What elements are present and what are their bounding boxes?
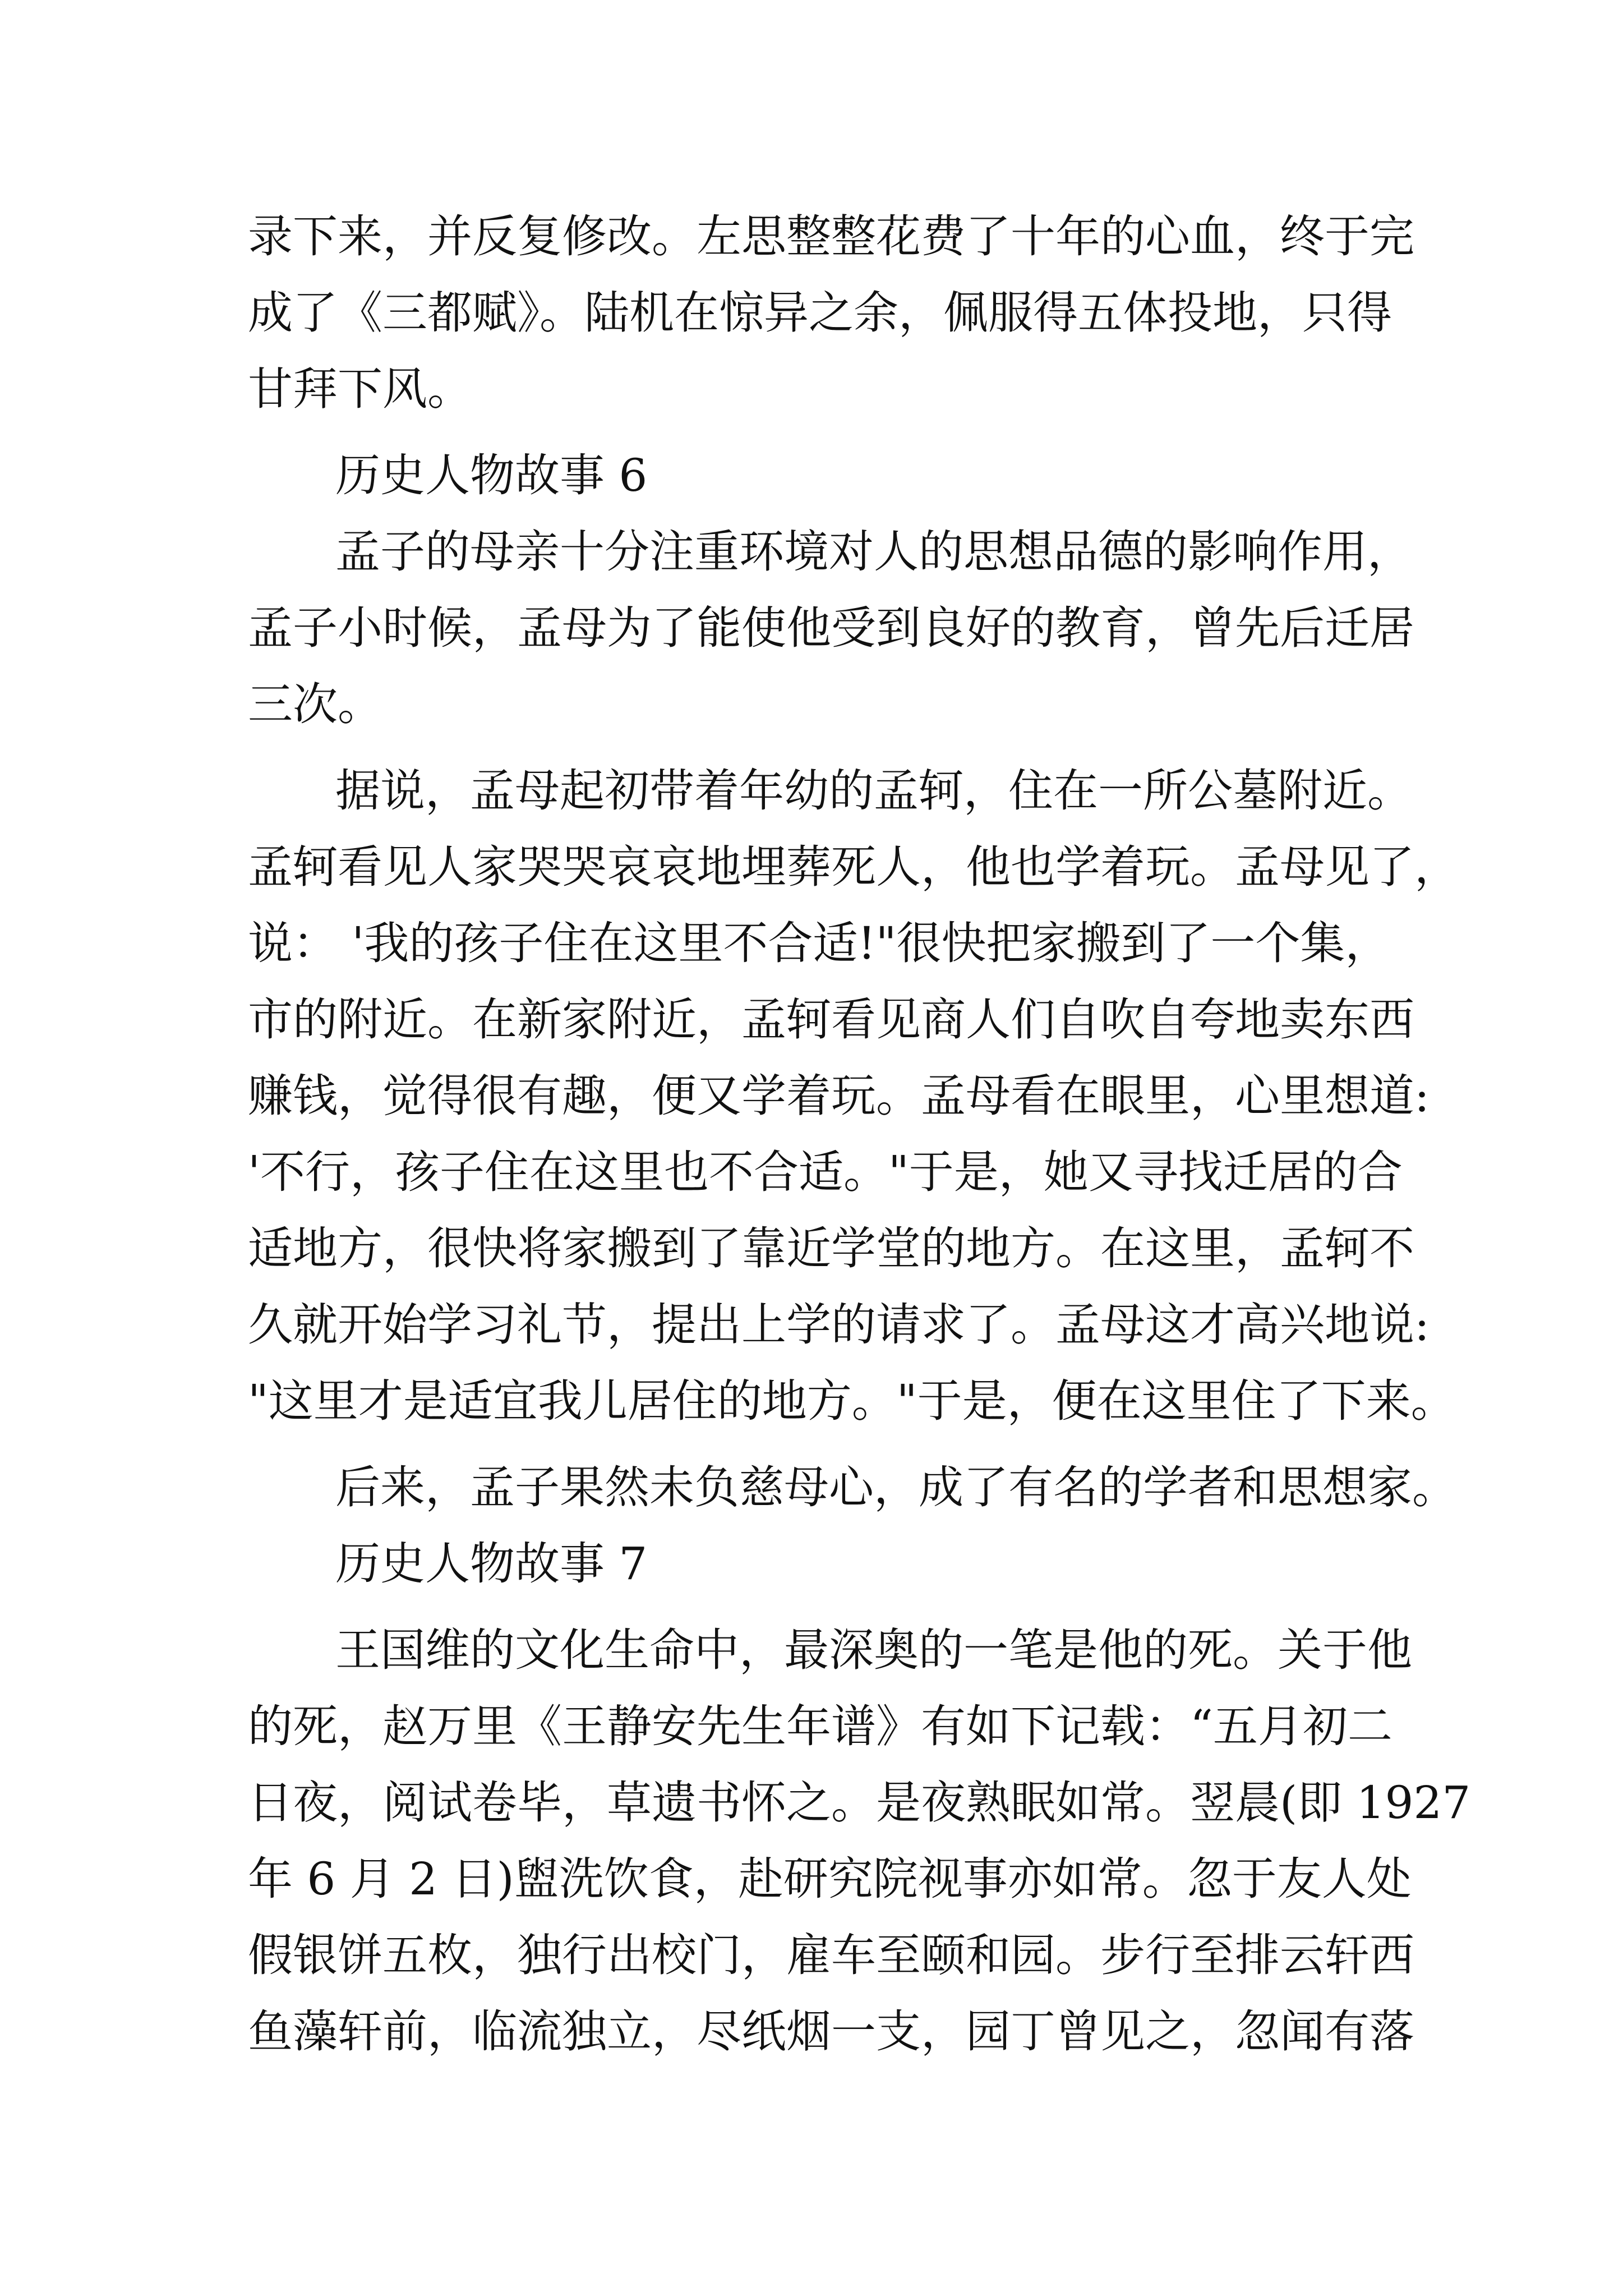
text-line: 假银饼五枚，独行出校门，雇车至颐和园。步行至排云轩西 <box>248 1929 1414 1981</box>
text-line: 鱼藻轩前，临流独立，尽纸烟一支，园丁曾见之，忽闻有落 <box>248 2005 1414 2058</box>
section-heading: 历史人物故事 6 <box>335 449 648 501</box>
text-line: 赚钱，觉得很有趣，便又学着玩。孟母看在眼里，心里想道: <box>248 1070 1430 1122</box>
text-line: 成了《三都赋》。陆机在惊异之余，佩服得五体投地，只得 <box>248 287 1392 339</box>
text-line: 后来，孟子果然未负慈母心，成了有名的学者和思想家。 <box>335 1461 1457 1513</box>
text-line: 说： '我的孩子住在这里不合适!"很快把家搬到了一个集， <box>248 917 1390 969</box>
text-line: 三次。 <box>248 678 382 730</box>
section-heading: 历史人物故事 7 <box>335 1538 648 1590</box>
text-line: 年 6 月 2 日)盥洗饮食，赴研究院视事亦如常。忽于友人处 <box>248 1853 1412 1905</box>
text-line: "这里才是适宜我儿居住的地方。"于是，便在这里住了下来。 <box>248 1375 1456 1427</box>
text-line: 日夜，阅试卷毕，草遗书怀之。是夜熟眠如常。翌晨(即 1927 <box>248 1777 1471 1829</box>
text-line: 适地方，很快将家搬到了靠近学堂的地方。在这里，孟轲不 <box>248 1222 1414 1274</box>
text-line: 的死，赵万里《王静安先生年谱》有如下记载：“五月初二 <box>248 1700 1393 1752</box>
text-line: 久就开始学习礼节，提出上学的请求了。孟母这才高兴地说: <box>248 1299 1430 1351</box>
text-line: 王国维的文化生命中，最深奥的一笔是他的死。关于他 <box>335 1624 1412 1676</box>
text-line: 孟子小时候，孟母为了能使他受到良好的教育，曾先后迁居 <box>248 602 1414 654</box>
text-line: 据说，孟母起初带着年幼的孟轲，住在一所公墓附近。 <box>335 765 1412 817</box>
text-line: '不行，孩子住在这里也不合适。"于是，她又寻找迁居的合 <box>248 1146 1403 1198</box>
text-line: 录下来，并反复修改。左思整整花费了十年的心血，终于完 <box>248 210 1414 263</box>
text-line: 孟子的母亲十分注重环境对人的思想品德的影响作用， <box>335 526 1412 578</box>
text-line: 甘拜下风。 <box>248 363 472 415</box>
text-line: 市的附近。在新家附近，孟轲看见商人们自吹自夸地卖东西 <box>248 993 1414 1046</box>
text-line: 孟轲看见人家哭哭哀哀地埋葬死人，他也学着玩。孟母见了， <box>248 841 1459 893</box>
